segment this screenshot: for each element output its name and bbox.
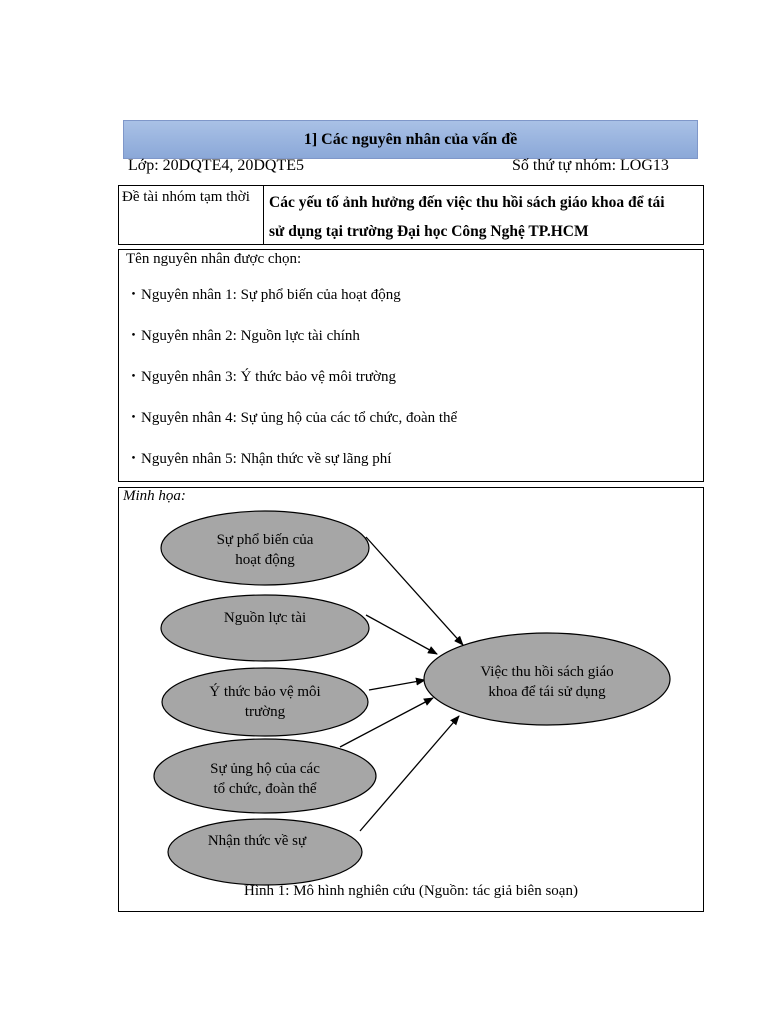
cause-item-3: ・Nguyên nhân 3: Ý thức bảo vệ môi trường [126, 369, 396, 385]
node-textbook-recovery [424, 633, 670, 725]
group-label: Số thứ tự nhóm: LOG13 [512, 157, 669, 174]
node-environmental-awareness-line-1: Ý thức bảo vệ môi [209, 684, 321, 700]
causes-title: Tên nguyên nhân được chọn: [126, 251, 302, 267]
cause-item-2: ・Nguyên nhân 2: Nguồn lực tài chính [126, 328, 360, 344]
topic-value [264, 186, 703, 244]
node-organizational-support-line-2: tổ chức, đoàn thể [213, 781, 317, 797]
arrow-1 [366, 537, 463, 645]
node-popularity-line-1: Sự phổ biến của [216, 532, 314, 548]
section-title: 1] Các nguyên nhân của vấn đề [123, 120, 698, 159]
node-environmental-awareness [162, 668, 368, 736]
node-textbook-recovery-line-2: khoa để tái sử dụng [488, 684, 606, 700]
cause-item-5: ・Nguyên nhân 5: Nhận thức về sự lãng phí [126, 451, 392, 467]
topic-value-line-2: sử dụng tại trường Đại học Công Nghệ TP.HCM [269, 223, 589, 240]
illustration-box [118, 487, 704, 912]
illustration-label: Minh họa: [123, 488, 186, 504]
node-financial-resources [161, 595, 369, 661]
node-waste-awareness-line-1: Nhận thức về sự [207, 833, 307, 849]
research-model-diagram [119, 488, 703, 911]
node-financial-resources-line-1: Nguồn lực tài [223, 610, 307, 626]
topic-table [118, 185, 704, 245]
cause-item-4: ・Nguyên nhân 4: Sự ủng hộ của các tổ chức, đoàn thể [126, 410, 458, 426]
cause-item-1: ・Nguyên nhân 1: Sự phổ biến của hoạt động [126, 287, 401, 303]
node-textbook-recovery-line-1: Việc thu hồi sách giáo [480, 664, 614, 680]
topic-value-line-1: Các yếu tố ảnh hưởng đến việc thu hồi sách giáo khoa để tái [269, 194, 665, 211]
node-organizational-support [154, 739, 376, 813]
topic-label: Đề tài nhóm tạm thời [119, 186, 264, 244]
node-popularity-line-2: hoạt động [235, 552, 295, 568]
node-organizational-support-line-1: Sự ủng hộ của các [210, 761, 320, 777]
arrow-3 [369, 680, 425, 690]
arrow-2 [366, 615, 437, 654]
node-waste-awareness [168, 819, 362, 885]
node-popularity [161, 511, 369, 585]
class-label: Lớp: 20DQTE4, 20DQTE5 [128, 157, 304, 174]
figure-caption: Hình 1: Mô hình nghiên cứu (Nguồn: tác giả biên soạn) [244, 883, 578, 899]
node-environmental-awareness-line-2: trường [244, 704, 286, 720]
causes-box [118, 249, 704, 482]
